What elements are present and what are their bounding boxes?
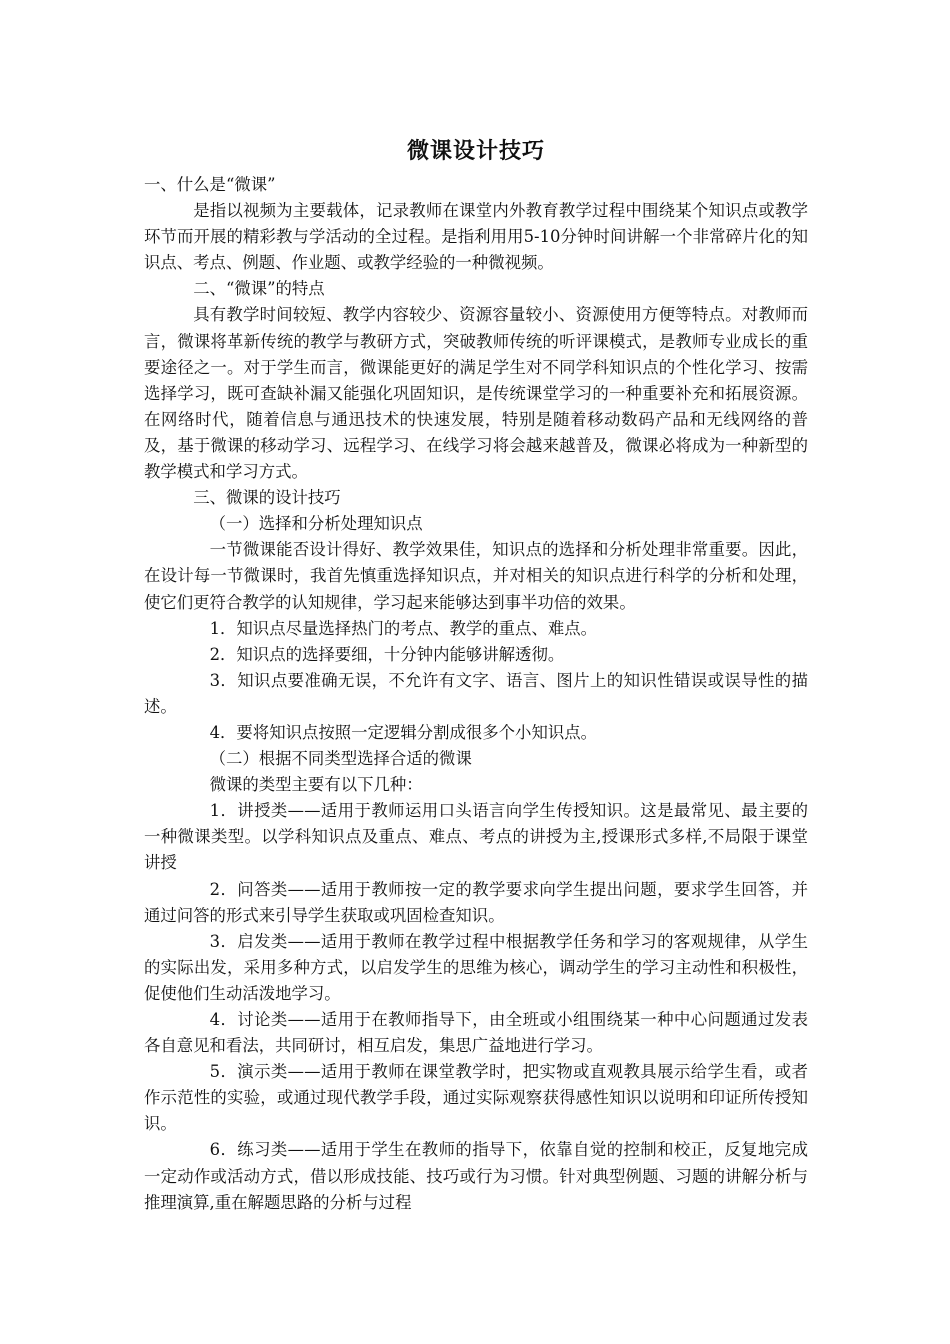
paragraph: 5．演示类——适用于教师在课堂教学时，把实物或直观教具展示给学生看，或者作示范性的实验，或通过现代教学手段，通过实际观察获得感性知识以说明和印证所传授知识。: [144, 1062, 808, 1134]
paragraph: （二）根据不同类型选择合适的微课: [209, 749, 472, 769]
paragraph: 3．启发类——适用于教师在教学过程中根据教学任务和学习的客观规律，从学生的实际出发，采用多种方式，以启发学生的思维为核心，调动学生的学习主动性和积极性，促使他们生动活泼地学习。: [144, 931, 808, 1003]
paragraph: 2．知识点的选择要细，十分钟内能够讲解透彻。: [209, 644, 565, 664]
paragraph: 一、什么是“微课”: [144, 175, 276, 194]
document-page: [144, 132, 808, 1216]
paragraph: 一节微课能否设计得好、教学效果佳，知识点的选择和分析处理非常重要。因此，在设计每一节微课时，我首先慎重选择知识点，并对相关的知识点进行科学的分析和处理，使它们更符合教学的认知规律，学习起来能够达到事半功倍的效果。: [144, 540, 808, 612]
paragraph: 4．要将知识点按照一定逻辑分割成很多个小知识点。: [209, 722, 598, 742]
paragraph: 1．知识点尽量选择热门的考点、教学的重点、难点。: [209, 618, 598, 638]
document-title: 微课设计技巧: [406, 139, 545, 164]
paragraph: 二、“微课”的特点: [193, 279, 325, 299]
paragraph: 1．讲授类——适用于教师运用口头语言向学生传授知识。这是最常见、最主要的一种微课类型。以学科知识点及重点、难点、考点的讲授为主,授课形式多样,不局限于课堂讲授: [144, 801, 808, 873]
paragraph: 4．讨论类——适用于在教师指导下，由全班或小组围绕某一种中心问题通过发表各自意见和看法，共同研讨，相互启发，集思广益地进行学习。: [144, 1010, 808, 1056]
paragraph: 3．知识点要准确无误，不允许有文字、语言、图片上的知识性错误或误导性的描述。: [144, 670, 808, 716]
paragraph: （一）选择和分析处理知识点: [209, 514, 423, 534]
paragraph: 是指以视频为主要载体，记录教师在课堂内外教育教学过程中围绕某个知识点或教学环节而开展的精彩教与学活动的全过程。是指利用用5-10分钟时间讲解一个非常碎片化的知识点、考点、例题、作业题、或教学经验的一种微视频。: [144, 201, 808, 273]
document-body: [144, 172, 808, 1216]
paragraph: 三、微课的设计技巧: [193, 488, 341, 508]
paragraph: 微课的类型主要有以下几种：: [209, 775, 423, 795]
paragraph: 6．练习类——适用于学生在教师的指导下，依靠自觉的控制和校正，反复地完成一定动作或活动方式，借以形成技能、技巧或行为习惯。针对典型例题、习题的讲解分析与推理演算,重在解题思路的分析与过程: [144, 1140, 808, 1212]
paragraph: 2．问答类——适用于教师按一定的教学要求向学生提出问题，要求学生回答，并通过问答的形式来引导学生获取或巩固检查知识。: [144, 879, 808, 925]
paragraph: 具有教学时间较短、教学内容较少、资源容量较小、资源使用方便等特点。对教师而言，微课将革新传统的教学与教研方式，突破教师传统的听评课模式，是教师专业成长的重要途径之一。对于学生而言，微课能更好的满足学生对不同学科知识点的个性化学习、按需选择学习，既可查缺补漏又能强化巩固知识，是传统课堂学习的一种重要补充和拓展资源。在网络时代，随着信息与通迅技术的快速发展，特别是随着移动数码产品和无线网络的普及，基于微课的移动学习、远程学习、在线学习将会越来越普及，微课必将成为一种新型的教学模式和学习方式。: [144, 305, 808, 482]
